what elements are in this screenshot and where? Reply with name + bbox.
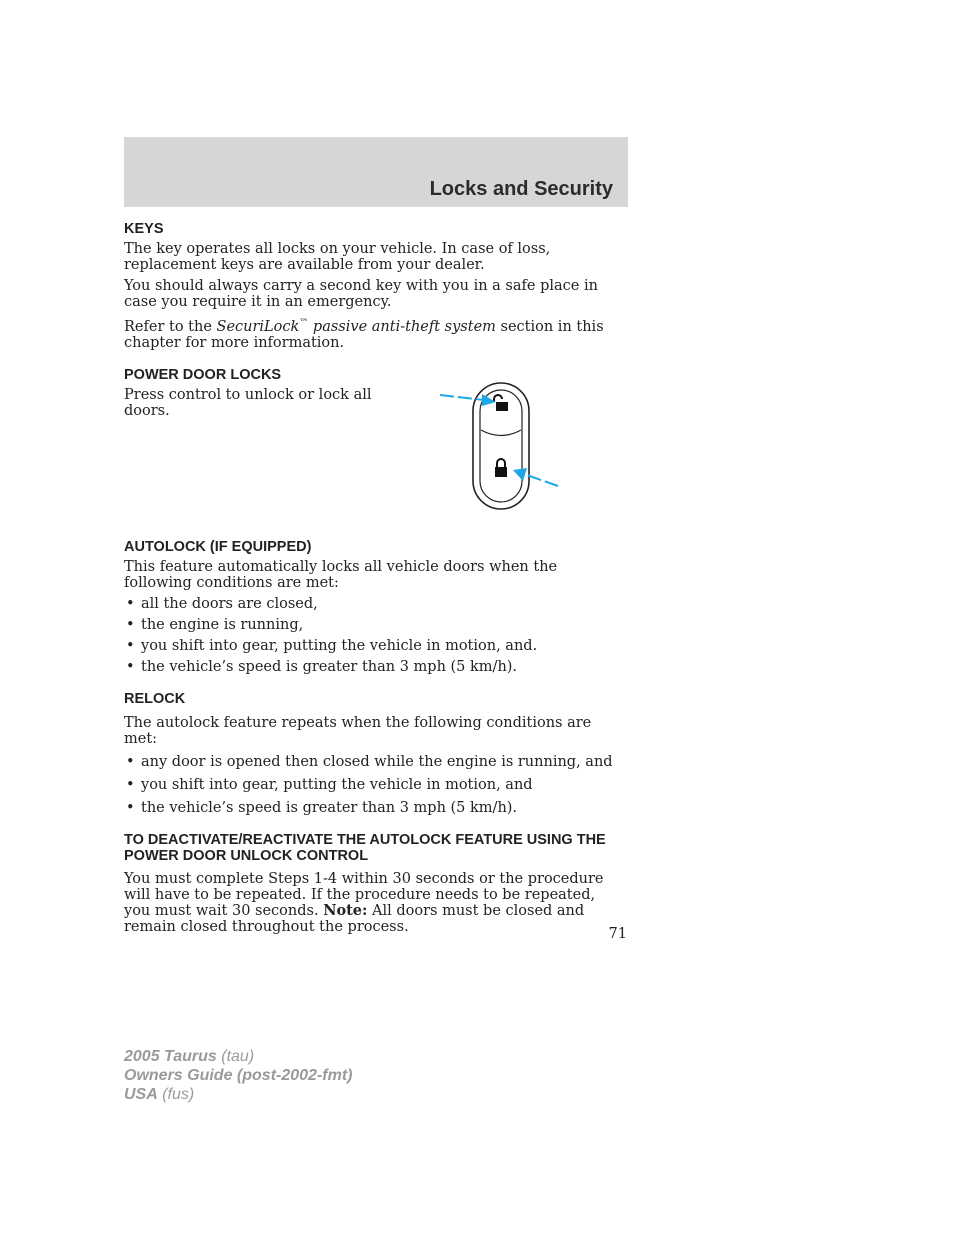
list-item: • you shift into gear, putting the vehicle in motion, and.: [124, 638, 624, 654]
keys-section: [124, 221, 624, 351]
note-label: Note:: [323, 901, 368, 919]
page-number: 71: [608, 926, 627, 942]
relock-section: [124, 691, 624, 816]
lock-switch-housing: [473, 383, 529, 509]
power-door-locks-heading: POWER DOOR LOCKS: [124, 366, 282, 383]
door-lock-switch-illustration: [438, 375, 568, 510]
footer-line-2: [124, 1066, 352, 1085]
section-header-bar: [124, 137, 628, 207]
anti-theft-term: passive anti-theft system: [308, 318, 496, 335]
deactivate-text-pre: You must complete Steps 1-4 within 30 seconds or the procedure will have to be repeated. If the procedure needs to be repeated, you must wait 30 seconds.: [124, 870, 604, 919]
keys-paragraph-2: You should always carry a second key with you in a safe place in case you require it in an emergency.: [124, 278, 598, 310]
power-door-locks-text: Press control to unlock or lock all doors.: [124, 386, 372, 419]
autolock-heading: AUTOLOCK (IF EQUIPPED): [124, 538, 312, 555]
autolock-section: [124, 539, 624, 675]
document-footer: [124, 1047, 352, 1104]
trademark-symbol: ™: [299, 318, 309, 328]
keys-heading: KEYS: [124, 221, 164, 237]
list-item: • any door is opened then closed while the engine is running, and: [124, 754, 624, 770]
autolock-intro: This feature automatically locks all vehicle doors when the following conditions are met:: [124, 558, 558, 591]
lock-icon: [495, 459, 507, 477]
list-item: • the vehicle’s speed is greater than 3 mph (5 km/h).: [124, 659, 624, 675]
footer-model: 2005 Taurus: [124, 1048, 217, 1065]
deactivate-text: [124, 871, 624, 935]
relock-intro: The autolock feature repeats when the following conditions are met:: [124, 714, 592, 747]
unlock-arrow-icon: [440, 394, 496, 406]
footer-market-code: (fus): [157, 1086, 195, 1103]
section-title: Locks and Security: [429, 178, 613, 200]
unlock-icon: [494, 395, 508, 411]
footer-model-code: (tau): [216, 1048, 255, 1065]
keys-p3-post: section in this chapter for more information.: [124, 318, 604, 351]
deactivate-heading: TO DEACTIVATE/REACTIVATE THE AUTOLOCK FEATURE USING THE POWER DOOR UNLOCK CONTROL: [124, 831, 606, 864]
deactivate-text-post: All doors must be closed and remain closed throughout the process.: [124, 902, 585, 935]
securilock-term: SecuriLock: [216, 318, 300, 335]
power-door-locks-section: [124, 367, 624, 527]
relock-conditions-list: [124, 754, 624, 816]
footer-line-1: [124, 1047, 352, 1066]
footer-line-3: [124, 1085, 352, 1104]
list-item: • the vehicle’s speed is greater than 3 mph (5 km/h).: [124, 800, 624, 816]
lock-arrow-icon: [513, 468, 558, 486]
deactivate-section: [124, 832, 624, 935]
autolock-conditions-list: [124, 596, 624, 675]
footer-guide: Owners Guide (post-2002-fmt): [124, 1067, 353, 1084]
page-content: [124, 221, 624, 951]
keys-paragraph-1: The key operates all locks on your vehicle. In case of loss, replacement keys are available from your dealer.: [124, 241, 551, 273]
footer-market: USA: [124, 1086, 158, 1103]
relock-heading: RELOCK: [124, 690, 186, 707]
list-item: • the engine is running,: [124, 617, 624, 633]
keys-p3-pre: Refer to the: [124, 318, 217, 335]
list-item: • all the doors are closed,: [124, 596, 624, 612]
list-item: • you shift into gear, putting the vehicle in motion, and: [124, 777, 624, 793]
keys-paragraph-3: [124, 315, 624, 351]
